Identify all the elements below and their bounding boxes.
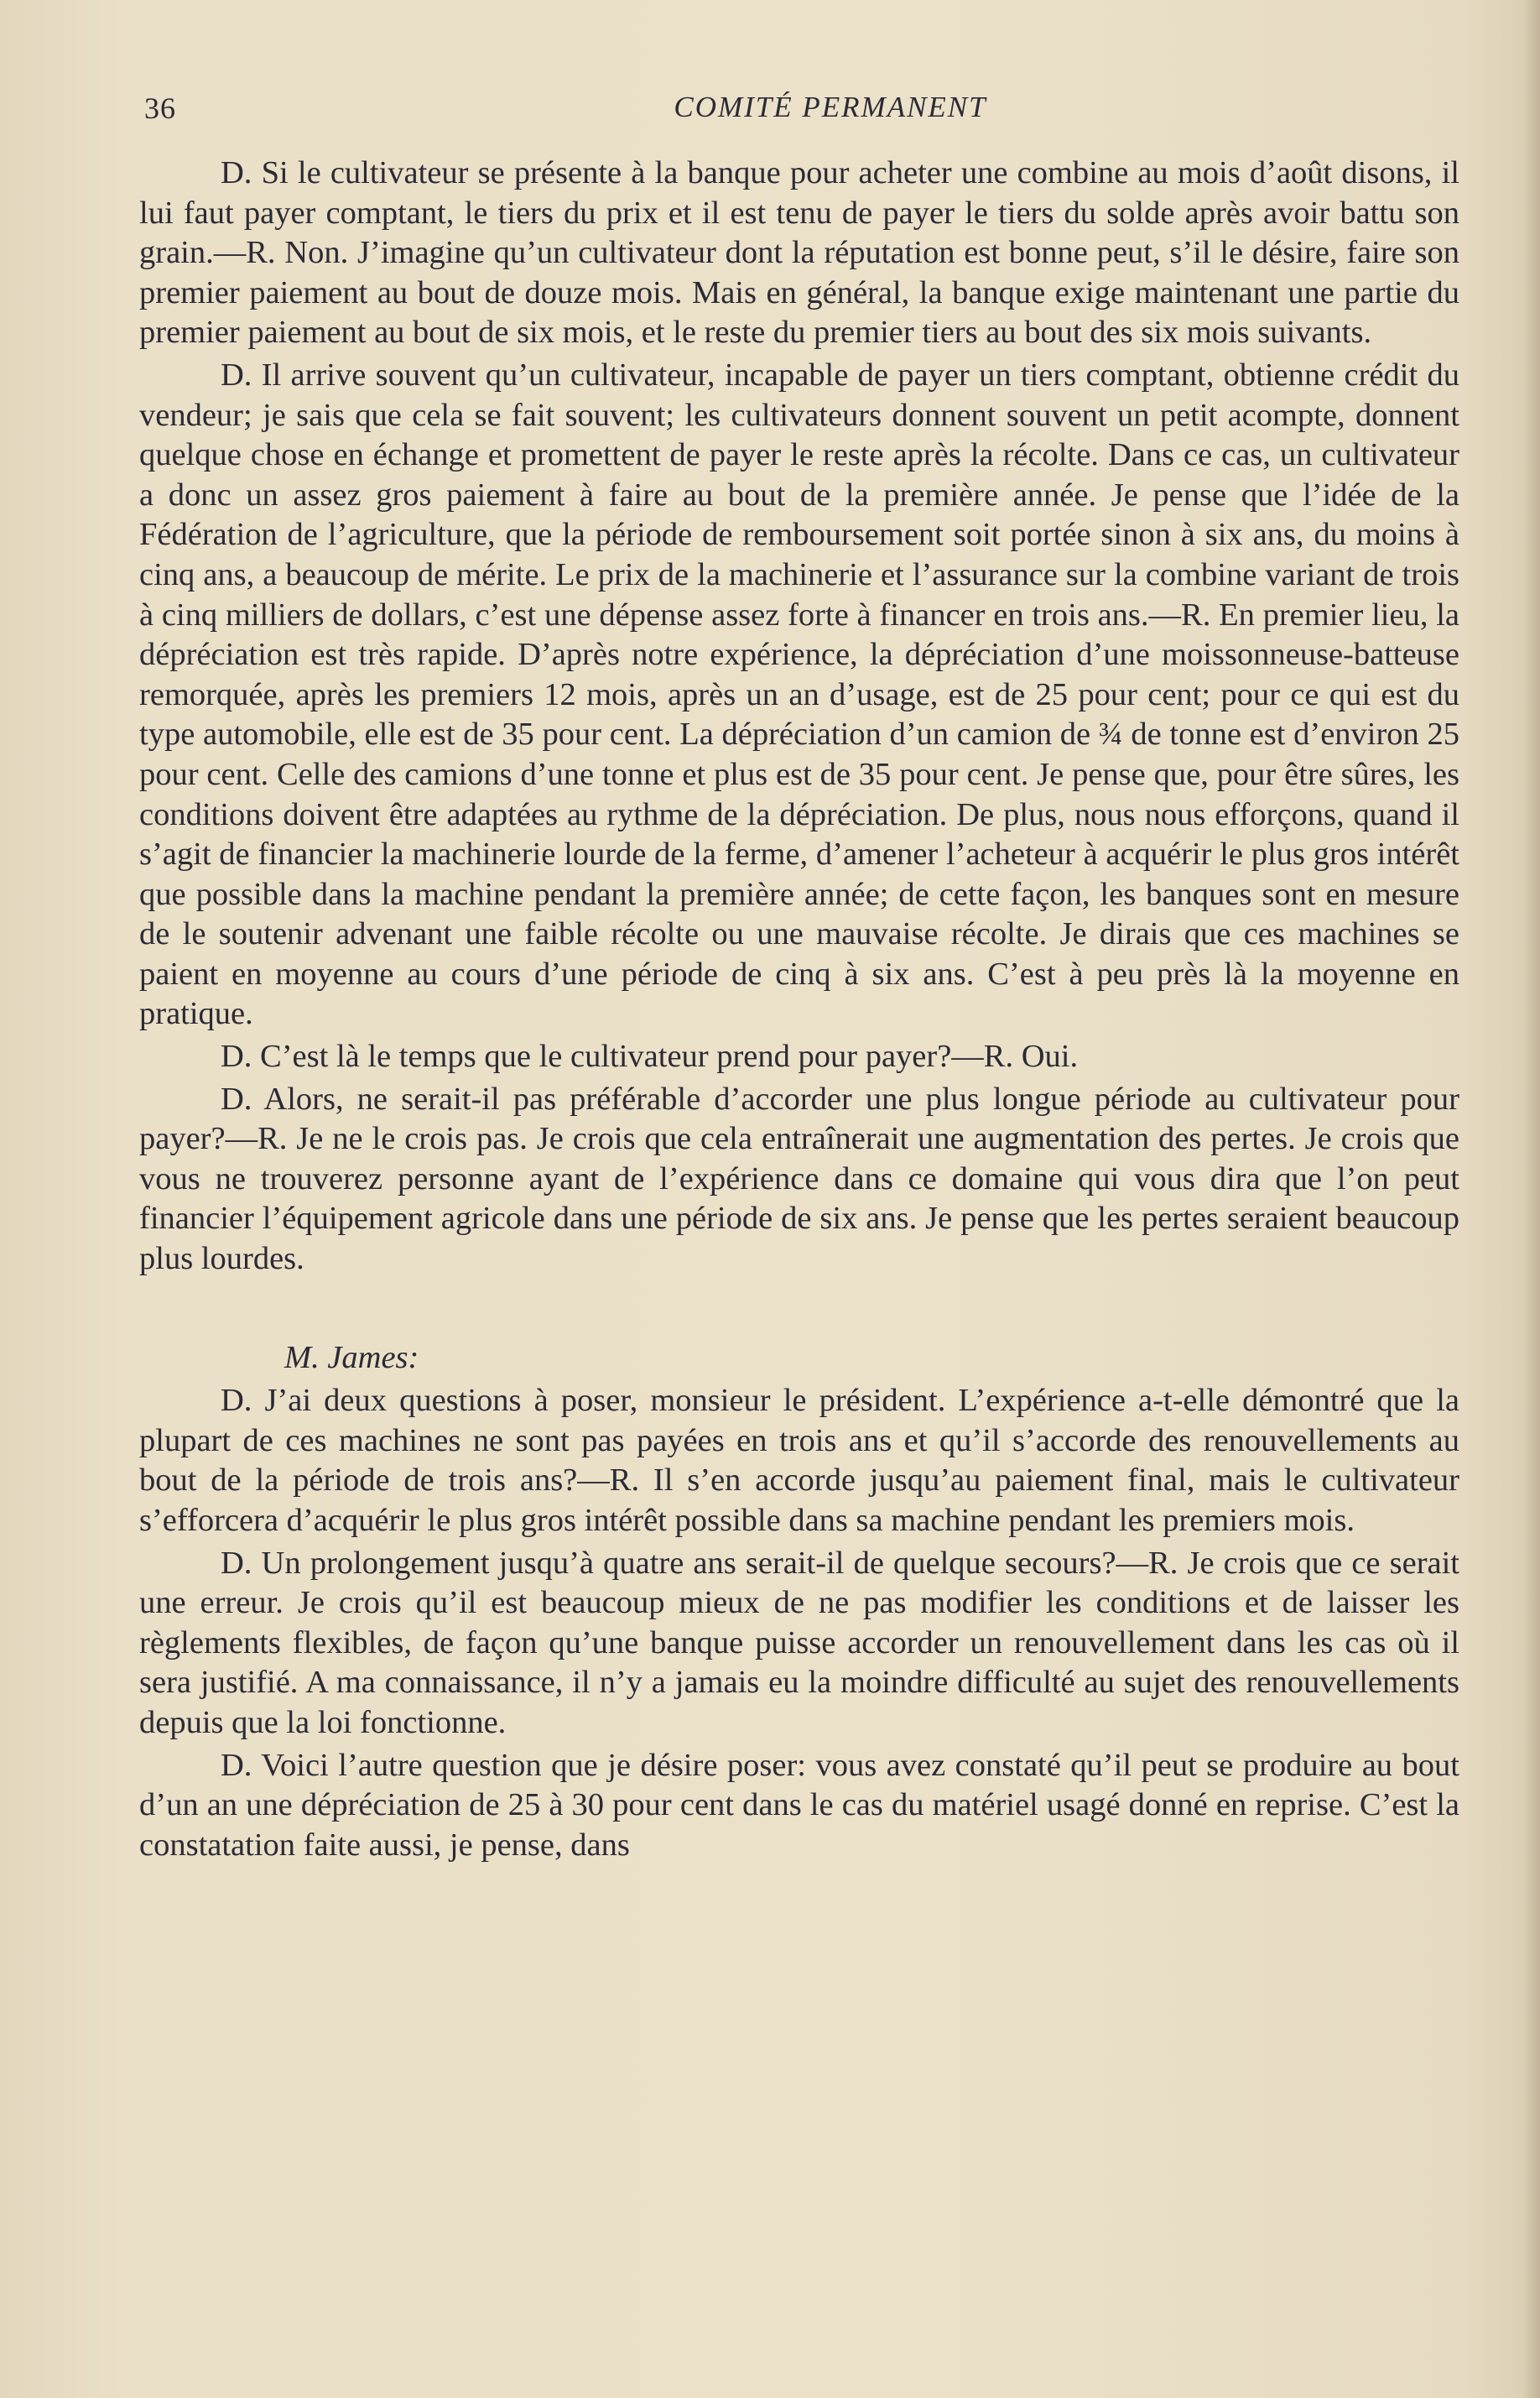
page-number: 36: [144, 91, 176, 125]
running-title: COMITÉ PERMANENT: [674, 91, 987, 123]
paragraph: D. Voici l’autre question que je désire poser: vous avez constaté qu’il peut se produire au bout d’un an une dépréciation de 25 à 30 pour cent dans le cas du matériel usagé donné en reprise. C’est la constatation faite aussi, je pense, dans: [139, 1747, 1459, 1863]
paragraph: D. C’est là le temps que le cultivateur prend pour payer?—R. Oui.: [221, 1039, 1079, 1075]
paragraph: D. J’ai deux questions à poser, monsieur le président. L’expérience a-t-elle démontré que la plupart de ces machines ne sont pas payées en trois ans et qu’il s’accorde des renouvellements au bout de la période de trois ans?—R. Il s’en accorde jusqu’au paiement final, mais le cultivateur s’efforcera d’acquérir le plus gros intérêt possible dans sa machine pendant les premiers mois.: [139, 1383, 1459, 1538]
paragraph: D. Si le cultivateur se présente à la banque pour acheter une combine au mois d’août disons, il lui faut payer comptant, le tiers du prix et il est tenu de payer le tiers du solde après avoir battu son grain.—R. Non. J’imagine qu’un cultivateur dont la réputation est bonne peut, s’il le désire, faire son premier paiement au bout de douze mois. Mais en général, la banque exige maintenant une partie du premier paiement au bout de six mois, et le reste du premier tiers au bout des six mois suivants.: [139, 155, 1459, 351]
paragraph: D. Il arrive souvent qu’un cultivateur, incapable de payer un tiers comptant, obtienne crédit du vendeur; je sais que cela se fait souvent; les cultivateurs donnent souvent un petit acompte, donnent quelque chose en échange et promettent de payer le reste après la récolte. Dans ce cas, un cultivateur a donc un assez gros paiement à faire au bout de la première année. Je pense que l’idée de la Fédération de l’agriculture, que la période de remboursement soit portée sinon à six ans, du moins à cinq ans, a beaucoup de mérite. Le prix de la machinerie et l’assurance sur la combine variant de trois à cinq milliers de dollars, c’est une dépense assez forte à financer en trois ans.—R. En premier lieu, la dépréciation est très rapide. D’après notre expérience, la dépréciation d’une moissonneuse-batteuse remorquée, après les premiers 12 mois, après un an d’usage, est de 25 pour cent; pour ce qui est du type automobile, elle est de 35 pour cent. La dépréciation d’un camion de ¾ de tonne est d’environ 25 pour cent. Celle des camions d’une tonne et plus est de 35 pour cent. Je pense que, pour être sûres, les conditions doivent être adaptées au rythme de la dépréciation. De plus, nous nous efforçons, quand il s’agit de financier la machinerie lourde de la ferme, d’amener l’acheteur à acquérir le plus gros intérêt que possible dans la machine pendant la première année; de cette façon, les banques sont en mesure de le soutenir advenant une faible récolte ou une mauvaise récolte. Je dirais que ces machines se paient en moyenne au cours d’une période de cinq à six ans. C’est à peu près là la moyenne en pratique.: [139, 357, 1459, 1032]
page-edge-shadow: [1522, 0, 1540, 2398]
paragraph: D. Alors, ne serait-il pas préférable d’accorder une plus longue période au cultivateur pour payer?—R. Je ne le crois pas. Je crois que cela entraînerait une augmentation des pertes. Je crois que vous ne trouverez personne ayant de l’expérience dans ce domaine qui vous dira que l’on peut financier l’équipement agricole dans une période de six ans. Je pense que les pertes seraient beaucoup plus lourdes.: [139, 1081, 1459, 1277]
paragraph: D. Un prolongement jusqu’à quatre ans serait-il de quelque secours?—R. Je crois que ce serait une erreur. Je crois qu’il est beaucoup mieux de ne pas modifier les conditions et de laisser les règlements flexibles, de façon qu’une banque puisse accorder un renouvellement dans les cas où il sera justifié. A ma connaissance, il n’y a jamais eu la moindre difficulté au sujet des renouvellements depuis que la loi fonctionne.: [139, 1545, 1459, 1740]
body-text: [139, 154, 1459, 1868]
page-header: [144, 91, 1449, 133]
speaker-name: M. James:: [284, 1339, 419, 1375]
